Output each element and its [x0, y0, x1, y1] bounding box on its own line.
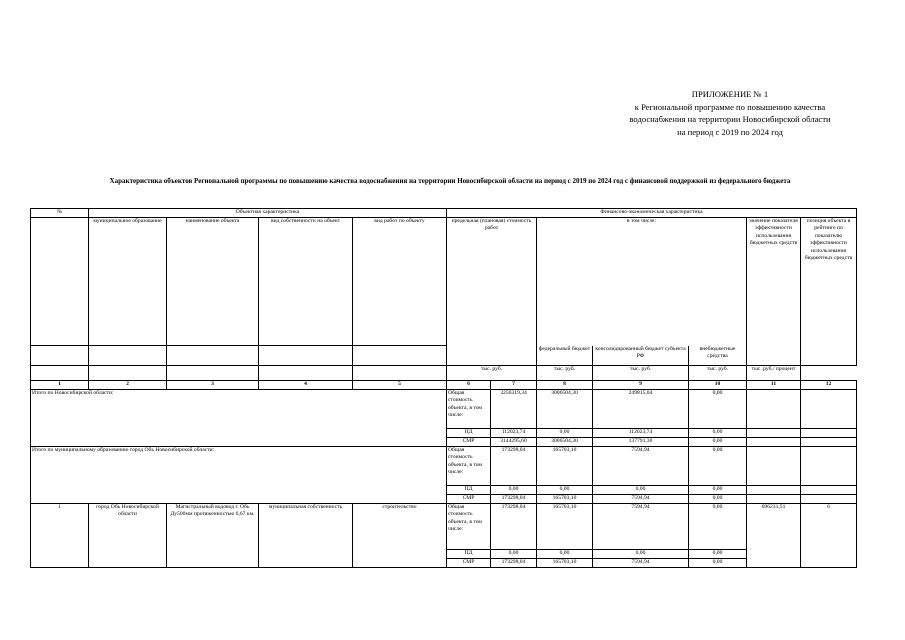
value-cell: 0,00	[593, 550, 689, 559]
column-number: 1	[31, 381, 89, 390]
value-cell: 7594,94	[593, 559, 689, 568]
section-title: Итого по Новосибирской области:	[31, 390, 447, 447]
object-work-type: строительство	[353, 504, 447, 568]
label-total: Общая стоимость объекта, в том числе:	[447, 447, 491, 486]
appendix-line-2: водоснабжения на территории Новосибирской области	[629, 114, 831, 124]
section-0-total-row	[31, 390, 857, 429]
header-row-sub	[31, 346, 857, 366]
header-fin-group: Финансово-экономическая характеристика	[447, 209, 857, 218]
label-pd: ПД	[447, 429, 491, 438]
value-cell: 165703,10	[537, 447, 593, 486]
value-cell: 0,00	[689, 504, 747, 550]
header-row-units	[31, 366, 857, 381]
value-cell: 0,00	[689, 550, 747, 559]
value-cell: 165703,10	[537, 559, 593, 568]
unit-indicator: тыс. руб./ процент	[747, 366, 801, 381]
document-title: Характеристика объектов Региональной программы по повышению качества водоснабжения на территории Новосибирской области на период с 2019 по 2024 год с финансовой поддержкой из федерального бюджета	[109, 177, 791, 185]
header-extrabudget: внебюджетные средства	[689, 346, 747, 366]
value-cell: 0,00	[537, 486, 593, 495]
column-number: 12	[801, 381, 857, 390]
value-cell: 112023,74	[593, 429, 689, 438]
unit-extrabudget: тыс. руб.	[689, 366, 747, 381]
value-cell: 0,00	[689, 559, 747, 568]
appendix-line-3: на период с 2019 по 2024 год	[677, 126, 783, 137]
label-smr: СМР	[447, 438, 491, 447]
unit-consolidated: тыс. руб.	[593, 366, 689, 381]
label-smr: СМР	[447, 559, 491, 568]
header-federal: федеральный бюджет	[537, 346, 593, 366]
value-cell: 0,00	[689, 438, 747, 447]
value-cell: 3006504,30	[537, 438, 593, 447]
value-cell: 7594,94	[593, 447, 689, 486]
column-number: 11	[747, 381, 801, 390]
value-cell: 0,00	[491, 486, 537, 495]
header-row-groups	[31, 209, 857, 218]
header-row-columns	[31, 218, 857, 346]
value-cell: 0,00	[593, 486, 689, 495]
column-number: 7	[491, 381, 537, 390]
value-cell: 3006504,30	[537, 390, 593, 429]
value-cell: 173298,04	[491, 495, 537, 504]
objects-table	[30, 208, 857, 568]
appendix-line-1: к Региональной программе по повышению качества	[634, 101, 826, 112]
object-no: 1	[31, 504, 89, 568]
column-number: 5	[353, 381, 447, 390]
column-number: 10	[689, 381, 747, 390]
value-cell: 0,00	[537, 429, 593, 438]
value-cell: 3256319,34	[491, 390, 537, 429]
object-municipality: город Обь Новосибирской области	[89, 504, 167, 568]
header-including: в том числе:	[537, 218, 747, 346]
appendix-header	[560, 88, 900, 138]
value-cell: 137791,30	[593, 438, 689, 447]
header-municipality: муниципальное образование	[89, 218, 167, 346]
column-number: 3	[167, 381, 259, 390]
value-cell: 0,00	[689, 486, 747, 495]
value-cell: 0,00	[491, 550, 537, 559]
value-cell: 173298,04	[491, 504, 537, 550]
unit-limit-cost: тыс. руб.	[447, 366, 537, 381]
unit-federal: тыс. руб.	[537, 366, 593, 381]
label-total: Общая стоимость объекта, в том числе:	[447, 390, 491, 429]
object-ownership: муниципальная собственность	[259, 504, 353, 568]
value-cell: 3144295,60	[491, 438, 537, 447]
header-consolidated: консолидированный бюджет субъекта РФ	[593, 346, 689, 366]
value-cell: 7594,94	[593, 495, 689, 504]
object-total-row	[31, 504, 857, 550]
label-pd: ПД	[447, 550, 491, 559]
value-cell: 0,00	[689, 495, 747, 504]
header-indicator: значение показателя эффективности использования бюджетных средств	[747, 218, 801, 366]
value-cell: 0,00	[689, 390, 747, 429]
header-object-group: Объектная характеристика	[89, 209, 447, 218]
column-number: 4	[259, 381, 353, 390]
header-object-name: наименование объекта	[167, 218, 259, 346]
object-name: Магистральный водовод г. Обь Ду500мм протяженностью 6,67 км.	[167, 504, 259, 568]
object-rank: 6	[801, 504, 857, 568]
value-cell: 7594,94	[593, 504, 689, 550]
value-cell: 173298,04	[491, 447, 537, 486]
value-cell: 112023,74	[491, 429, 537, 438]
label-total: Общая стоимость объекта, в том числе:	[447, 504, 491, 550]
appendix-title: ПРИЛОЖЕНИЕ № 1	[691, 89, 769, 99]
column-number: 9	[593, 381, 689, 390]
column-number: 8	[537, 381, 593, 390]
header-ownership: вид собственности на объект	[259, 218, 353, 346]
header-limit-cost: предельная (плановая) стоимость работ	[447, 218, 537, 346]
value-cell: 0,00	[537, 550, 593, 559]
section-1-total-row	[31, 447, 857, 486]
value-cell: 173298,04	[491, 559, 537, 568]
value-cell: 249815,04	[593, 390, 689, 429]
value-cell: 165703,10	[537, 504, 593, 550]
column-number: 6	[447, 381, 491, 390]
header-work-type: вид работ по объекту	[353, 218, 447, 346]
section-title: Итого по муниципальному образованию город Обь Новосибирской области:	[31, 447, 447, 504]
column-number: 2	[89, 381, 167, 390]
label-smr: СМР	[447, 495, 491, 504]
value-cell: 0,00	[689, 447, 747, 486]
header-no: №	[31, 209, 89, 218]
value-cell: 165703,10	[537, 495, 593, 504]
value-cell: 0,00	[689, 429, 747, 438]
header-rank: позиция объекта в рейтинге по показателю эффективности использования бюджетных средств	[801, 218, 857, 366]
label-pd: ПД	[447, 486, 491, 495]
column-numbers-row	[31, 381, 857, 390]
object-indicator: 696231,51	[747, 504, 801, 568]
